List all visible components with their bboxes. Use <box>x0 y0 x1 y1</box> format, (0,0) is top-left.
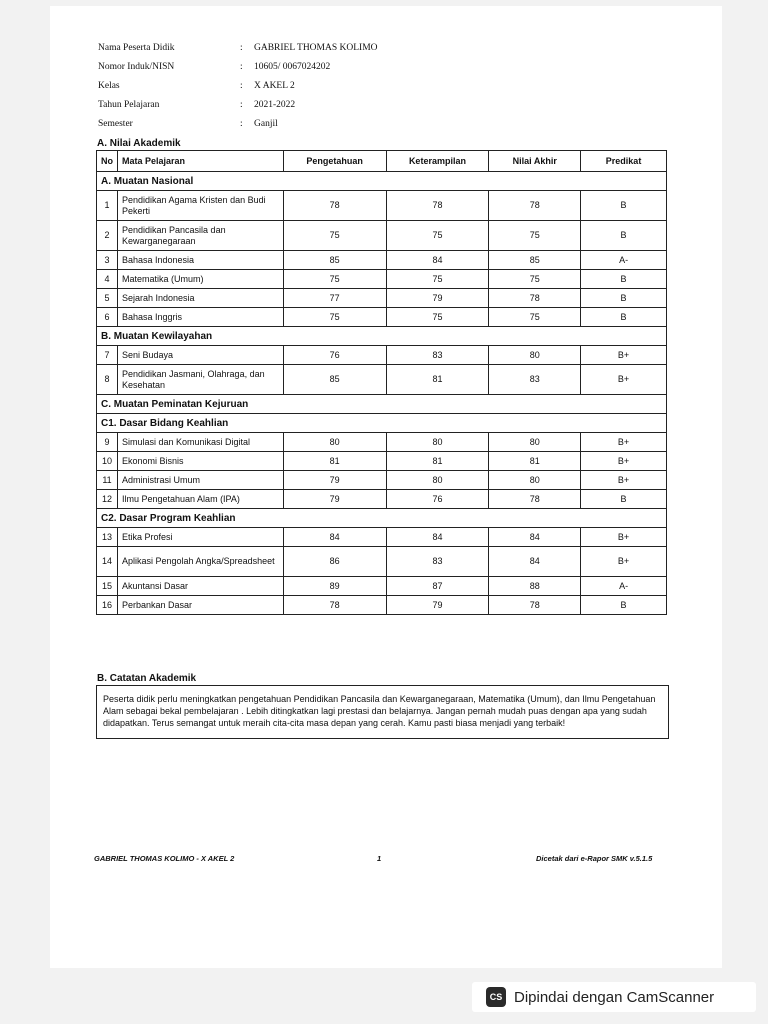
cell-skill: 87 <box>386 577 489 596</box>
col-header-predicate: Predikat <box>581 151 667 172</box>
cell-final: 75 <box>489 221 581 251</box>
cell-predicate: B+ <box>581 433 667 452</box>
cell-skill: 76 <box>386 490 489 509</box>
identity-colon: : <box>240 61 243 72</box>
identity-label: Nomor Induk/NISN <box>98 61 175 72</box>
footer-printed-by: Dicetak dari e-Rapor SMK v.5.1.5 <box>536 854 653 863</box>
cell-no: 10 <box>97 452 118 471</box>
cell-final: 78 <box>489 490 581 509</box>
identity-value: GABRIEL THOMAS KOLIMO <box>254 42 378 53</box>
cell-final: 78 <box>489 191 581 221</box>
cell-subject: Administrasi Umum <box>118 471 284 490</box>
cell-final: 81 <box>489 452 581 471</box>
cell-knowledge: 79 <box>283 471 386 490</box>
cell-predicate: B <box>581 221 667 251</box>
group-row <box>97 414 667 433</box>
cell-no: 5 <box>97 289 118 308</box>
cell-no: 4 <box>97 270 118 289</box>
cell-skill: 80 <box>386 471 489 490</box>
cell-knowledge: 84 <box>283 528 386 547</box>
cell-predicate: B <box>581 270 667 289</box>
cell-knowledge: 76 <box>283 346 386 365</box>
identity-value: 2021-2022 <box>254 99 296 110</box>
academic-note: Peserta didik perlu meningkatkan pengetahuan Pendidikan Pancasila dan Kewarganegaraan, Matematika (Umum), dan Ilmu Pengetahuan Alam sebagai bekal pembelajaran . Lebih ditingkatkan lagi prestasi dan belajarnya. Jangan pernah mudah puas dengan apa yang sudah didapatkan. Terus semangat untuk meraih cita-cita masa depan yang cerah. Kamu pasti biasa menjadi yang terbaik! <box>96 685 669 739</box>
cell-skill: 83 <box>386 346 489 365</box>
identity-value: 10605/ 0067024202 <box>254 61 331 72</box>
section-b-title: B. Catatan Akademik <box>97 673 197 684</box>
table-row <box>97 528 667 547</box>
cell-final: 78 <box>489 289 581 308</box>
cell-no: 6 <box>97 308 118 327</box>
camscanner-watermark <box>472 982 756 1012</box>
footer-page-number: 1 <box>377 854 382 863</box>
cell-predicate: A- <box>581 251 667 270</box>
cell-subject: Ekonomi Bisnis <box>118 452 284 471</box>
cell-knowledge: 81 <box>283 452 386 471</box>
group-row <box>97 172 667 191</box>
cell-knowledge: 85 <box>283 365 386 395</box>
cell-knowledge: 75 <box>283 221 386 251</box>
cell-subject: Perbankan Dasar <box>118 596 284 615</box>
table-row <box>97 191 667 221</box>
cell-final: 78 <box>489 596 581 615</box>
identity-label: Nama Peserta Didik <box>98 42 175 53</box>
cell-predicate: B+ <box>581 528 667 547</box>
identity-label: Tahun Pelajaran <box>98 99 160 110</box>
cell-no: 9 <box>97 433 118 452</box>
cell-no: 3 <box>97 251 118 270</box>
cell-subject: Simulasi dan Komunikasi Digital <box>118 433 284 452</box>
cell-knowledge: 77 <box>283 289 386 308</box>
identity-colon: : <box>240 42 243 53</box>
table-row <box>97 471 667 490</box>
cell-subject: Pendidikan Jasmani, Olahraga, dan Kesehatan <box>118 365 284 395</box>
cell-skill: 84 <box>386 251 489 270</box>
identity-colon: : <box>240 99 243 110</box>
cell-subject: Sejarah Indonesia <box>118 289 284 308</box>
cell-predicate: B <box>581 596 667 615</box>
grades-table <box>96 150 667 615</box>
cell-no: 14 <box>97 547 118 577</box>
col-header-subject: Mata Pelajaran <box>118 151 284 172</box>
table-row <box>97 365 667 395</box>
group-label: C. Muatan Peminatan Kejuruan <box>97 395 667 414</box>
cell-skill: 80 <box>386 433 489 452</box>
identity-colon: : <box>240 80 243 91</box>
identity-value: X AKEL 2 <box>254 80 295 91</box>
cell-skill: 75 <box>386 308 489 327</box>
cell-skill: 75 <box>386 221 489 251</box>
cell-knowledge: 80 <box>283 433 386 452</box>
identity-row <box>98 95 378 114</box>
table-row <box>97 433 667 452</box>
table-row <box>97 490 667 509</box>
table-row <box>97 270 667 289</box>
cell-subject: Matematika (Umum) <box>118 270 284 289</box>
cell-predicate: B+ <box>581 346 667 365</box>
cell-predicate: B <box>581 490 667 509</box>
table-row <box>97 308 667 327</box>
cell-no: 16 <box>97 596 118 615</box>
cell-predicate: B+ <box>581 471 667 490</box>
cell-no: 8 <box>97 365 118 395</box>
cell-no: 11 <box>97 471 118 490</box>
cell-skill: 81 <box>386 452 489 471</box>
identity-row <box>98 38 378 57</box>
cell-knowledge: 86 <box>283 547 386 577</box>
cell-final: 85 <box>489 251 581 270</box>
cell-subject: Ilmu Pengetahuan Alam (IPA) <box>118 490 284 509</box>
cell-subject: Aplikasi Pengolah Angka/Spreadsheet <box>118 547 284 577</box>
cell-skill: 79 <box>386 596 489 615</box>
cell-subject: Pendidikan Pancasila dan Kewarganegaraan <box>118 221 284 251</box>
identity-row <box>98 57 378 76</box>
cell-final: 80 <box>489 346 581 365</box>
table-row <box>97 251 667 270</box>
cell-subject: Pendidikan Agama Kristen dan Budi Pekerti <box>118 191 284 221</box>
group-label: B. Muatan Kewilayahan <box>97 327 667 346</box>
camscanner-text: Dipindai dengan CamScanner <box>514 988 715 1006</box>
table-row <box>97 346 667 365</box>
col-header-final: Nilai Akhir <box>489 151 581 172</box>
cell-no: 12 <box>97 490 118 509</box>
cell-skill: 81 <box>386 365 489 395</box>
identity-label: Semester <box>98 118 133 129</box>
cell-knowledge: 75 <box>283 308 386 327</box>
cell-final: 75 <box>489 270 581 289</box>
table-row <box>97 547 667 577</box>
cell-no: 7 <box>97 346 118 365</box>
cell-final: 83 <box>489 365 581 395</box>
table-row <box>97 221 667 251</box>
cell-skill: 83 <box>386 547 489 577</box>
cell-no: 15 <box>97 577 118 596</box>
cell-subject: Bahasa Inggris <box>118 308 284 327</box>
cell-skill: 78 <box>386 191 489 221</box>
cell-final: 80 <box>489 433 581 452</box>
cell-predicate: A- <box>581 577 667 596</box>
camscanner-icon: CS <box>486 987 506 1007</box>
col-header-knowledge: Pengetahuan <box>283 151 386 172</box>
cell-knowledge: 89 <box>283 577 386 596</box>
table-row <box>97 596 667 615</box>
cell-no: 1 <box>97 191 118 221</box>
cell-predicate: B+ <box>581 452 667 471</box>
cell-predicate: B+ <box>581 547 667 577</box>
cell-skill: 84 <box>386 528 489 547</box>
cell-final: 80 <box>489 471 581 490</box>
cell-predicate: B <box>581 191 667 221</box>
cell-skill: 79 <box>386 289 489 308</box>
identity-value: Ganjil <box>254 118 278 129</box>
cell-knowledge: 75 <box>283 270 386 289</box>
table-row <box>97 452 667 471</box>
group-row <box>97 509 667 528</box>
section-a-title: A. Nilai Akademik <box>97 138 181 149</box>
cell-predicate: B+ <box>581 365 667 395</box>
cell-final: 75 <box>489 308 581 327</box>
cell-predicate: B <box>581 308 667 327</box>
identity-row <box>98 114 378 133</box>
cell-subject: Akuntansi Dasar <box>118 577 284 596</box>
cell-skill: 75 <box>386 270 489 289</box>
cell-knowledge: 78 <box>283 191 386 221</box>
identity-colon: : <box>240 118 243 129</box>
cell-subject: Seni Budaya <box>118 346 284 365</box>
table-row <box>97 289 667 308</box>
cell-subject: Etika Profesi <box>118 528 284 547</box>
cell-knowledge: 78 <box>283 596 386 615</box>
identity-row <box>98 76 378 95</box>
table-header-row <box>97 151 667 172</box>
cell-knowledge: 85 <box>283 251 386 270</box>
student-identity <box>98 38 378 133</box>
identity-label: Kelas <box>98 80 120 91</box>
table-row <box>97 577 667 596</box>
col-header-skill: Keterampilan <box>386 151 489 172</box>
group-row <box>97 327 667 346</box>
cell-knowledge: 79 <box>283 490 386 509</box>
group-label: C2. Dasar Program Keahlian <box>97 509 667 528</box>
cell-final: 88 <box>489 577 581 596</box>
cell-subject: Bahasa Indonesia <box>118 251 284 270</box>
group-label: A. Muatan Nasional <box>97 172 667 191</box>
cell-final: 84 <box>489 547 581 577</box>
cell-predicate: B <box>581 289 667 308</box>
cell-final: 84 <box>489 528 581 547</box>
group-label: C1. Dasar Bidang Keahlian <box>97 414 667 433</box>
col-header-no: No <box>97 151 118 172</box>
group-row <box>97 395 667 414</box>
footer-student: GABRIEL THOMAS KOLIMO - X AKEL 2 <box>94 854 235 863</box>
cell-no: 2 <box>97 221 118 251</box>
cell-no: 13 <box>97 528 118 547</box>
